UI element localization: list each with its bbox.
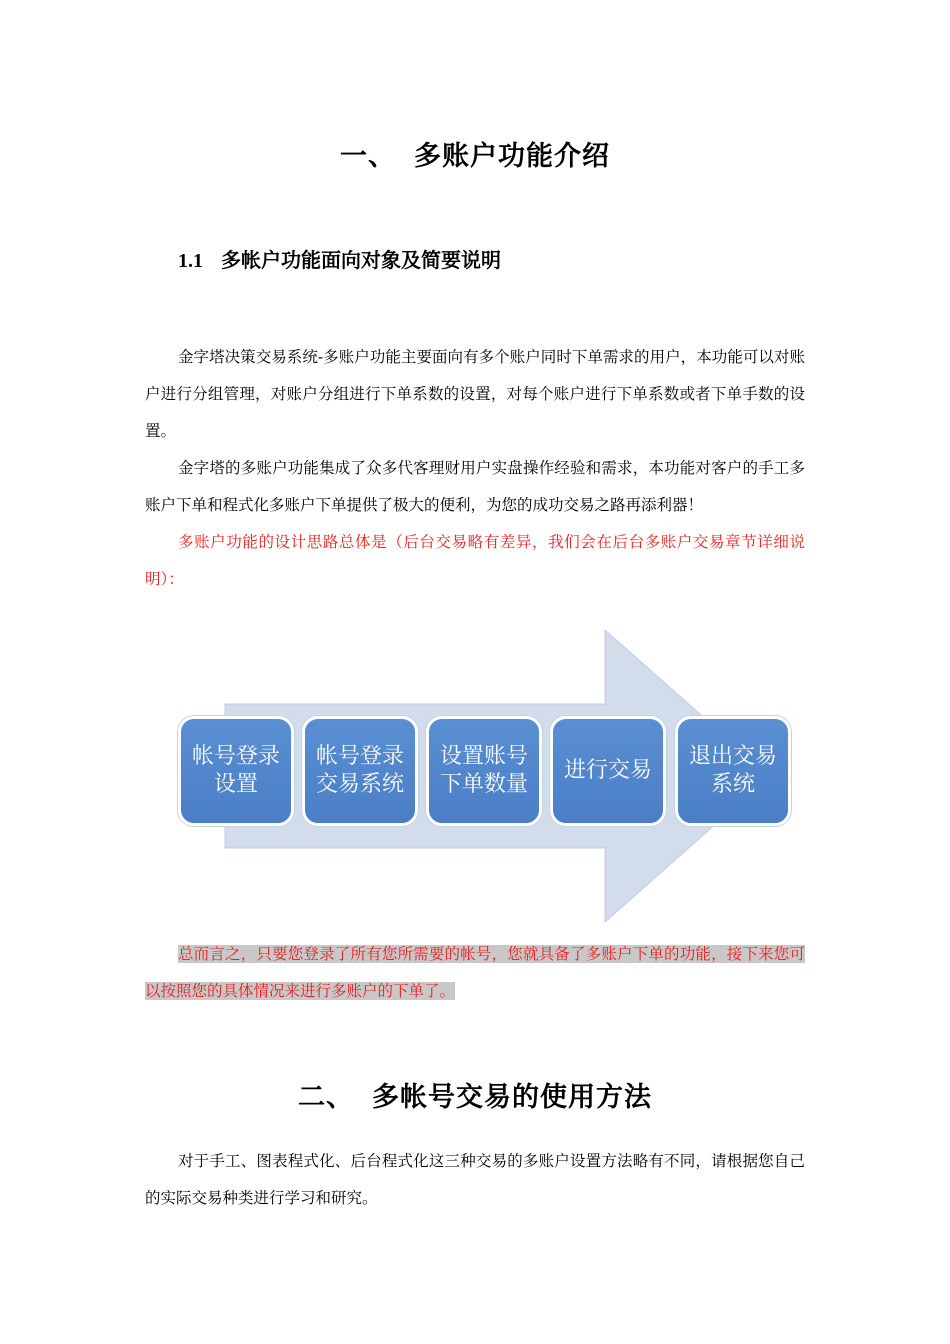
section-2-title: 多帐号交易的使用方法 bbox=[372, 1082, 652, 1113]
step-box-3: 设置账号下单数量 bbox=[426, 716, 542, 826]
section-1-number: 一、 bbox=[340, 141, 396, 172]
summary-paragraph bbox=[145, 936, 805, 1010]
step-box-2: 帐号登录交易系统 bbox=[302, 716, 418, 826]
subsection-number: 1.1 bbox=[178, 250, 203, 272]
step-box-4: 进行交易 bbox=[550, 716, 666, 826]
intro-paragraph-2: 金字塔的多账户功能集成了众多代客理财用户实盘操作经验和需求，本功能对客户的手工多账户下单和程式化多账户下单提供了极大的便利，为您的成功交易之路再添利器！ bbox=[145, 459, 805, 514]
step-box-5: 退出交易系统 bbox=[675, 716, 791, 826]
process-flow-diagram bbox=[170, 628, 810, 924]
step-box-1: 帐号登录设置 bbox=[178, 716, 294, 826]
intro-paragraph-1: 金字塔决策交易系统-多账户功能主要面向有多个账户同时下单需求的用户，本功能可以对账户进行分组管理，对账户分组进行下单系数的设置，对每个账户进行下单系数或者下单手数的设置。 bbox=[145, 348, 805, 440]
section-1-title: 多账户功能介绍 bbox=[414, 141, 610, 172]
section-2-number: 二、 bbox=[298, 1082, 354, 1113]
subsection-title: 多帐户功能面向对象及简要说明 bbox=[221, 248, 501, 272]
section-2-heading bbox=[0, 1075, 950, 1114]
summary-highlight: 总而言之，只要您登录了所有您所需要的帐号，您就具备了多账户下单的功能，接下来您可以按照您的具体情况来进行多账户的下单了。 bbox=[145, 945, 805, 1000]
design-note-paragraph: 多账户功能的设计思路总体是（后台交易略有差异，我们会在后台多账户交易章节详细说明）： bbox=[145, 533, 805, 588]
section-1-heading bbox=[0, 134, 950, 173]
subsection-1-1-heading bbox=[178, 244, 501, 273]
usage-paragraph: 对于手工、图表程式化、后台程式化这三种交易的多账户设置方法略有不同，请根据您自己的实际交易种类进行学习和研究。 bbox=[145, 1152, 805, 1207]
